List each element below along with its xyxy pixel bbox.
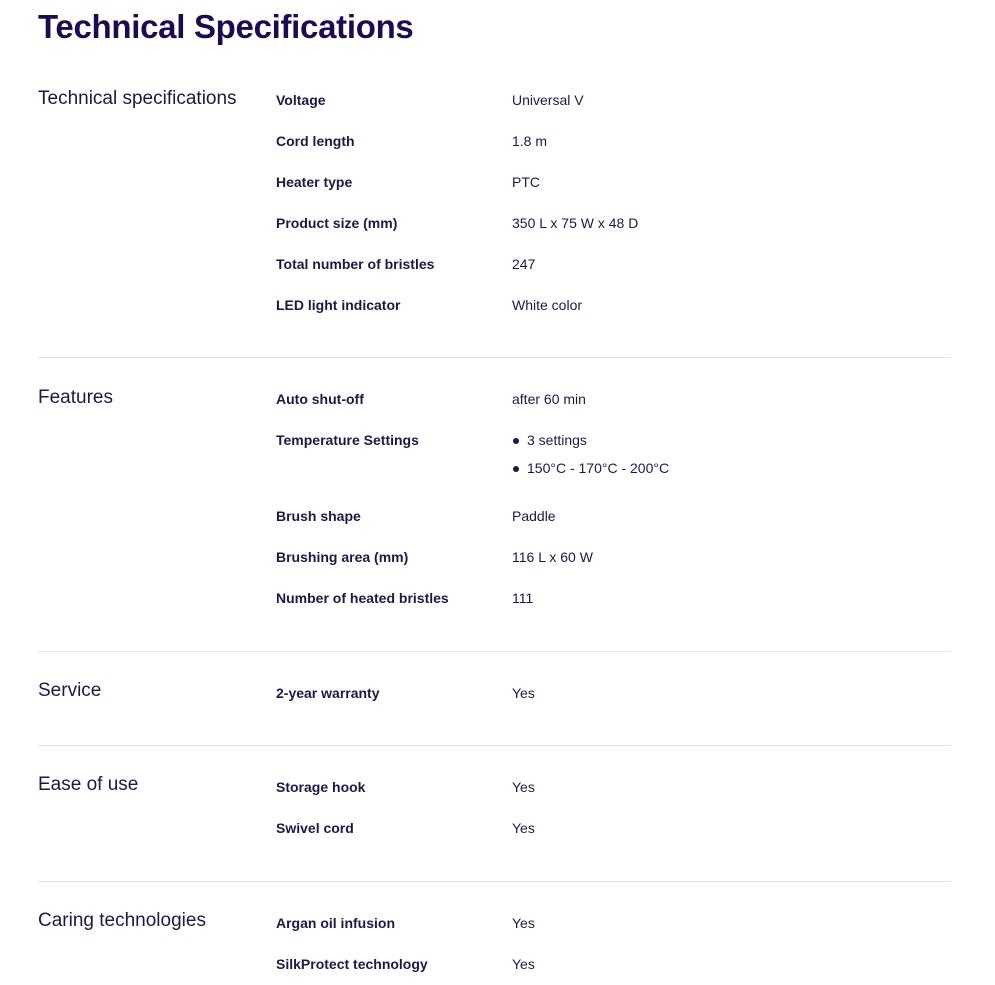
list-item <box>512 460 669 488</box>
section-heading: Ease of use <box>38 774 139 795</box>
spec-value: Yes <box>512 820 535 836</box>
spec-value: Yes <box>512 685 535 701</box>
spec-name: LED light indicator <box>276 297 401 313</box>
section-heading: Service <box>38 680 102 701</box>
spec-name: Brush shape <box>276 508 361 524</box>
bullet-icon <box>513 466 519 472</box>
spec-value: Universal V <box>512 92 584 108</box>
spec-name: Swivel cord <box>276 820 354 836</box>
spec-name: 2-year warranty <box>276 685 380 701</box>
bullet-text: 150°C - 170°C - 200°C <box>527 460 670 476</box>
section-divider <box>38 745 951 746</box>
section-divider <box>38 357 951 358</box>
spec-name: SilkProtect technology <box>276 956 428 972</box>
spec-value: 111 <box>512 590 534 606</box>
spec-value: Yes <box>512 956 535 972</box>
spec-value: White color <box>512 297 583 313</box>
spec-name: Product size (mm) <box>276 215 398 231</box>
spec-name: Argan oil infusion <box>276 915 395 931</box>
spec-value: Yes <box>512 915 535 931</box>
spec-name: Cord length <box>276 133 355 149</box>
bullet-list <box>512 432 669 488</box>
spec-name: Number of heated bristles <box>276 590 449 606</box>
spec-value: Paddle <box>512 508 556 524</box>
spec-value: PTC <box>512 174 540 190</box>
spec-value: Yes <box>512 779 535 795</box>
spec-name: Storage hook <box>276 779 366 795</box>
spec-name: Heater type <box>276 174 353 190</box>
list-item <box>512 432 669 460</box>
section-heading: Technical specifications <box>38 88 237 109</box>
section-divider <box>38 881 951 882</box>
spec-name: Auto shut-off <box>276 391 364 407</box>
bullet-text: 3 settings <box>527 432 587 448</box>
spec-value: 116 L x 60 W <box>512 549 593 565</box>
page-title: Technical Specifications <box>38 8 414 45</box>
section-heading: Features <box>38 387 113 408</box>
spec-value: 350 L x 75 W x 48 D <box>512 215 639 231</box>
spec-name: Brushing area (mm) <box>276 549 409 565</box>
spec-name: Temperature Settings <box>276 432 419 448</box>
spec-value: after 60 min <box>512 391 586 407</box>
spec-value: 247 <box>512 256 536 272</box>
spec-name: Total number of bristles <box>276 256 435 272</box>
spec-value: 1.8 m <box>512 133 548 149</box>
section-divider <box>38 651 951 652</box>
bullet-icon <box>513 438 519 444</box>
spec-name: Voltage <box>276 92 326 108</box>
section-heading: Caring technologies <box>38 910 206 931</box>
